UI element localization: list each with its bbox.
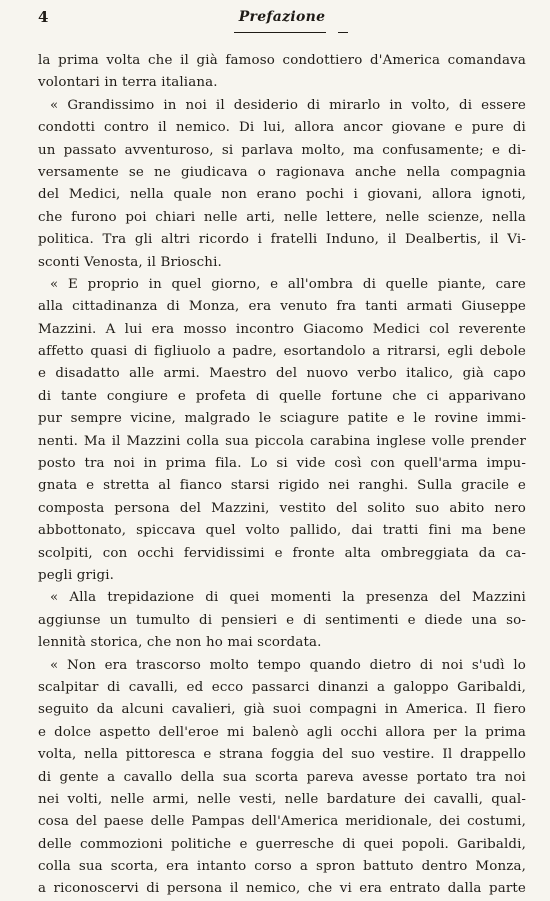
running-title: Prefazione — [238, 9, 326, 25]
text-line: nei volti, nelle armi, nelle vesti, nelle bardature dei cavalli, qual- — [38, 791, 526, 807]
header-rule — [234, 32, 326, 33]
text-line: affetto quasi di figliuolo a padre, esortandolo a ritrarsi, egli debole — [38, 344, 526, 360]
text-line: lennità storica, che non ho mai scordata. — [38, 635, 322, 651]
body-text — [38, 50, 526, 901]
text-line: posto tra noi in prima fila. Lo si vide così con quell'arma impu- — [38, 456, 526, 472]
text-line: volontari in terra italiana. — [38, 75, 218, 91]
text-line: e disadatto alle armi. Maestro del nuovo verbo italico, già capo — [38, 366, 526, 382]
text-line: sconti Venosta, il Brioschi. — [38, 254, 222, 270]
text-line: che furono poi chiari nelle arti, nelle lettere, nelle scienze, nella — [38, 209, 526, 225]
text-line: cosa del paese delle Pampas dell'America meridionale, dei costumi, — [38, 814, 526, 830]
text-line: aggiunse un tumulto di pensieri e di sentimenti e diede una so- — [38, 612, 526, 628]
text-line: scolpiti, con occhi fervidissimi e fronte alta ombreggiata da ca- — [38, 545, 526, 561]
text-line: « Non era trascorso molto tempo quando dietro di noi s'udì lo — [50, 657, 526, 673]
text-line: di gente a cavallo della sua scorta pareva avesse portato tra noi — [38, 769, 526, 785]
text-line: seguito da alcuni cavalieri, già suoi compagni in America. Il fiero — [38, 702, 526, 718]
page-header — [38, 8, 526, 34]
text-line: condotti contro il nemico. Di lui, allora ancor giovane e pure di — [38, 120, 526, 136]
text-line: nenti. Ma il Mazzini colla sua piccola carabina inglese volle prender — [38, 433, 526, 449]
page-number: 4 — [38, 8, 49, 26]
text-line: politica. Tra gli altri ricordo i fratelli Induno, il Dealbertis, il Vi- — [38, 232, 526, 248]
text-line: « Grandissimo in noi il desiderio di mirarlo in volto, di essere — [50, 97, 526, 113]
text-line: pegli grigi. — [38, 567, 115, 583]
text-line: volta, nella pittoresca e strana foggia del suo vestire. Il drappello — [38, 747, 526, 763]
text-line: a riconoscervi di persona il nemico, che vi era entrato dalla parte — [38, 881, 526, 897]
text-line: la prima volta che il già famoso condottiero d'America comandava — [38, 53, 526, 68]
text-line: colla sua scorta, era intanto corso a spron battuto dentro Monza, — [38, 859, 526, 875]
text-line: pur sempre vicine, malgrado le sciagure patite e le rovine immi- — [38, 411, 526, 427]
text-line: gnata e stretta al fianco starsi rigido nei ranghi. Sulla gracile e — [38, 478, 526, 494]
text-line: un passato avventuroso, si parlava molto, ma confusamente; e di- — [38, 142, 526, 158]
text-line: scalpitar di cavalli, ed ecco passarci dinanzi a galoppo Garibaldi, — [38, 679, 526, 695]
text-line: versamente se ne giudicava o ragionava anche nella compagnia — [38, 164, 526, 180]
text-line: composta persona del Mazzini, vestito del solito suo abito nero — [38, 500, 526, 516]
header-rule-short — [338, 32, 348, 33]
text-line: Mazzini. A lui era mosso incontro Giacomo Medici col reverente — [38, 321, 526, 337]
text-line: di tante congiure e profeta di quelle fortune che ci apparivano — [38, 388, 526, 404]
text-line: abbottonato, spiccava quel volto pallido, dai tratti fini ma bene — [38, 523, 526, 539]
text-line: « E proprio in quel giorno, e all'ombra di quelle piante, care — [50, 276, 526, 292]
text-line: delle commozioni politiche e guerresche di quei popoli. Garibaldi, — [38, 836, 526, 852]
text-line: del Medici, nella quale non erano pochi i giovani, allora ignoti, — [38, 187, 526, 203]
text-line: « Alla trepidazione di quei momenti la presenza del Mazzini — [50, 590, 526, 606]
text-line: e dolce aspetto dell'eroe mi balenò agli occhi allora per la prima — [38, 724, 526, 740]
text-line: alla cittadinanza di Monza, era venuto fra tanti armati Giuseppe — [38, 299, 526, 315]
